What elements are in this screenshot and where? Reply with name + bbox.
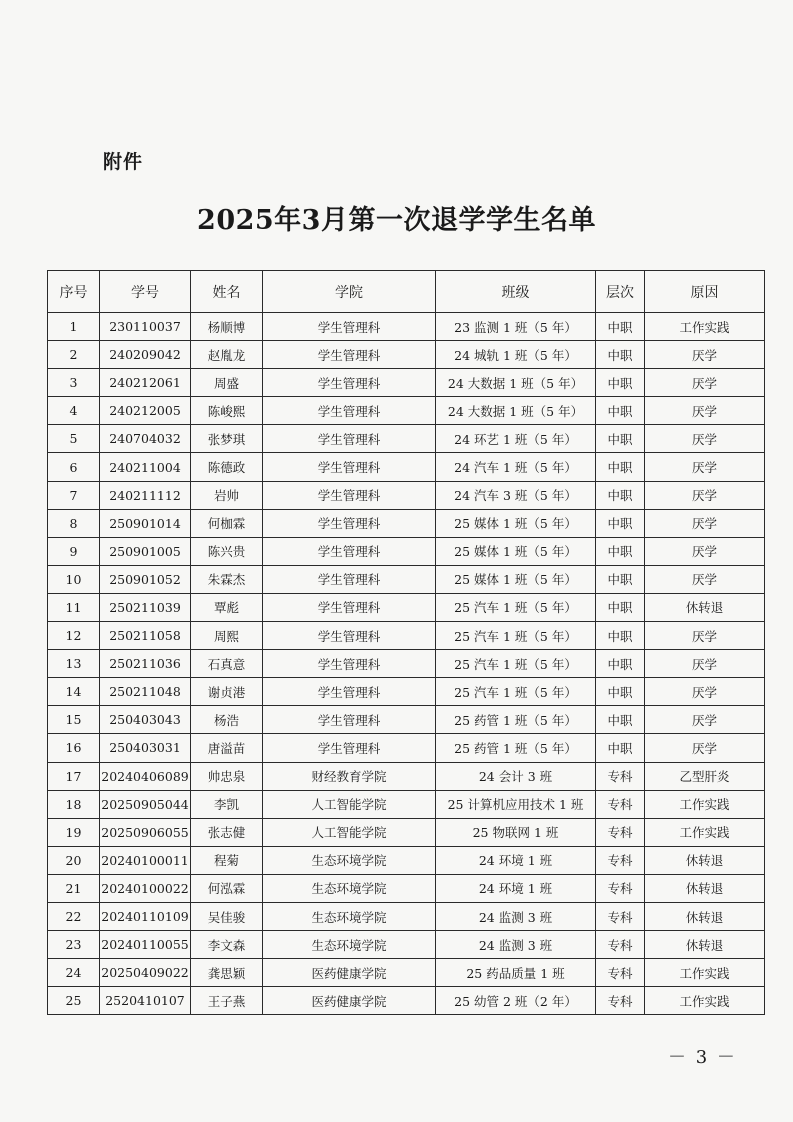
table-cell: 24 环境 1 班 xyxy=(436,846,596,874)
table-cell: 6 xyxy=(48,453,100,481)
column-header: 学院 xyxy=(263,271,436,313)
table-cell: 学生管理科 xyxy=(263,706,436,734)
table-cell: 中职 xyxy=(596,369,645,397)
column-header: 姓名 xyxy=(191,271,263,313)
table-cell: 25 汽车 1 班（5 年） xyxy=(436,593,596,621)
table-cell: 250901005 xyxy=(100,537,191,565)
table-cell: 240704032 xyxy=(100,425,191,453)
table-row xyxy=(48,313,765,341)
table-cell: 陈兴贵 xyxy=(191,537,263,565)
table-cell: 学生管理科 xyxy=(263,593,436,621)
table-cell: 24 环境 1 班 xyxy=(436,874,596,902)
column-header: 原因 xyxy=(645,271,765,313)
table-cell: 专科 xyxy=(596,959,645,987)
table-cell: 工作实践 xyxy=(645,818,765,846)
table-cell: 医药健康学院 xyxy=(263,959,436,987)
table-cell: 5 xyxy=(48,425,100,453)
table-cell: 24 大数据 1 班（5 年） xyxy=(436,369,596,397)
table-cell: 张志健 xyxy=(191,818,263,846)
table-row xyxy=(48,537,765,565)
table-body xyxy=(48,313,765,1015)
table-cell: 240211004 xyxy=(100,453,191,481)
table-cell: 18 xyxy=(48,790,100,818)
table-cell: 24 汽车 3 班（5 年） xyxy=(436,481,596,509)
page-title: 2025年3月第一次退学学生名单 xyxy=(197,205,596,236)
table-cell: 中职 xyxy=(596,453,645,481)
table-cell: 学生管理科 xyxy=(263,734,436,762)
table-cell: 学生管理科 xyxy=(263,650,436,678)
table-cell: 休转退 xyxy=(645,902,765,930)
table-cell: 250901052 xyxy=(100,565,191,593)
table-cell: 24 xyxy=(48,959,100,987)
table-cell: 2 xyxy=(48,341,100,369)
table-cell: 20240110055 xyxy=(100,931,191,959)
table-cell: 25 幼管 2 班（2 年） xyxy=(436,987,596,1015)
table-cell: 20240406089 xyxy=(100,762,191,790)
table-cell: 250901014 xyxy=(100,509,191,537)
table-cell: 谢贞港 xyxy=(191,678,263,706)
table-row xyxy=(48,425,765,453)
table-cell: 25 汽车 1 班（5 年） xyxy=(436,622,596,650)
table-cell: 24 汽车 1 班（5 年） xyxy=(436,453,596,481)
table-cell: 20250906055 xyxy=(100,818,191,846)
table-cell: 专科 xyxy=(596,987,645,1015)
table-row xyxy=(48,931,765,959)
table-cell: 学生管理科 xyxy=(263,397,436,425)
table-cell: 中职 xyxy=(596,622,645,650)
table-cell: 中职 xyxy=(596,734,645,762)
table-cell: 中职 xyxy=(596,509,645,537)
table-row xyxy=(48,846,765,874)
table-cell: 厌学 xyxy=(645,341,765,369)
table-cell: 学生管理科 xyxy=(263,369,436,397)
table-cell: 23 xyxy=(48,931,100,959)
table-cell: 3 xyxy=(48,369,100,397)
table-cell: 工作实践 xyxy=(645,313,765,341)
table-cell: 陈德政 xyxy=(191,453,263,481)
table-cell: 专科 xyxy=(596,902,645,930)
column-header: 序号 xyxy=(48,271,100,313)
table-cell: 25 药管 1 班（5 年） xyxy=(436,734,596,762)
table-header-row xyxy=(48,271,765,313)
table-cell: 17 xyxy=(48,762,100,790)
table-cell: 人工智能学院 xyxy=(263,818,436,846)
table-cell: 250211036 xyxy=(100,650,191,678)
table-cell: 周盛 xyxy=(191,369,263,397)
table-cell: 中职 xyxy=(596,313,645,341)
table-cell: 石真意 xyxy=(191,650,263,678)
table-cell: 20 xyxy=(48,846,100,874)
table-cell: 厌学 xyxy=(645,706,765,734)
table-row xyxy=(48,481,765,509)
table-row xyxy=(48,734,765,762)
page-number: － 3 － xyxy=(668,1047,737,1068)
table-cell: 14 xyxy=(48,678,100,706)
table-row xyxy=(48,453,765,481)
table-cell: 学生管理科 xyxy=(263,425,436,453)
table-cell: 乙型肝炎 xyxy=(645,762,765,790)
table-cell: 岩帅 xyxy=(191,481,263,509)
table-cell: 250403043 xyxy=(100,706,191,734)
table-cell: 周熙 xyxy=(191,622,263,650)
table-cell: 学生管理科 xyxy=(263,453,436,481)
table-cell: 24 环艺 1 班（5 年） xyxy=(436,425,596,453)
table-cell: 厌学 xyxy=(645,734,765,762)
table-row xyxy=(48,341,765,369)
column-header: 层次 xyxy=(596,271,645,313)
table-cell: 2520410107 xyxy=(100,987,191,1015)
table-cell: 厌学 xyxy=(645,425,765,453)
table-cell: 12 xyxy=(48,622,100,650)
table-cell: 王子燕 xyxy=(191,987,263,1015)
table-cell: 中职 xyxy=(596,537,645,565)
table-cell: 专科 xyxy=(596,790,645,818)
table-row xyxy=(48,818,765,846)
table-cell: 何枷霖 xyxy=(191,509,263,537)
table-row xyxy=(48,790,765,818)
table-cell: 240212061 xyxy=(100,369,191,397)
table-cell: 4 xyxy=(48,397,100,425)
table-cell: 程菊 xyxy=(191,846,263,874)
table-cell: 龚思颖 xyxy=(191,959,263,987)
table-cell: 生态环境学院 xyxy=(263,874,436,902)
attachment-label: 附件 xyxy=(103,151,144,173)
table-row xyxy=(48,509,765,537)
table-cell: 9 xyxy=(48,537,100,565)
table-cell: 学生管理科 xyxy=(263,313,436,341)
table-cell: 25 计算机应用技术 1 班 xyxy=(436,790,596,818)
table-cell: 24 监测 3 班 xyxy=(436,902,596,930)
table-cell: 帅忠泉 xyxy=(191,762,263,790)
table-cell: 中职 xyxy=(596,678,645,706)
table-cell: 厌学 xyxy=(645,397,765,425)
table-row xyxy=(48,397,765,425)
column-header: 班级 xyxy=(436,271,596,313)
table-cell: 专科 xyxy=(596,874,645,902)
table-cell: 1 xyxy=(48,313,100,341)
table-cell: 15 xyxy=(48,706,100,734)
table-row xyxy=(48,650,765,678)
table-row xyxy=(48,874,765,902)
table-cell: 厌学 xyxy=(645,650,765,678)
table-cell: 李文森 xyxy=(191,931,263,959)
table-cell: 250403031 xyxy=(100,734,191,762)
table-cell: 16 xyxy=(48,734,100,762)
table-cell: 20250905044 xyxy=(100,790,191,818)
table-cell: 财经教育学院 xyxy=(263,762,436,790)
table-cell: 21 xyxy=(48,874,100,902)
table-row xyxy=(48,959,765,987)
table-cell: 学生管理科 xyxy=(263,565,436,593)
table-cell: 25 媒体 1 班（5 年） xyxy=(436,537,596,565)
table-cell: 25 汽车 1 班（5 年） xyxy=(436,678,596,706)
column-header: 学号 xyxy=(100,271,191,313)
table-cell: 25 药管 1 班（5 年） xyxy=(436,706,596,734)
table-cell: 陈峻熙 xyxy=(191,397,263,425)
table-cell: 赵胤龙 xyxy=(191,341,263,369)
table-cell: 中职 xyxy=(596,481,645,509)
table-cell: 13 xyxy=(48,650,100,678)
table-cell: 厌学 xyxy=(645,622,765,650)
table-cell: 工作实践 xyxy=(645,987,765,1015)
table-cell: 厌学 xyxy=(645,537,765,565)
table-cell: 7 xyxy=(48,481,100,509)
table-cell: 工作实践 xyxy=(645,959,765,987)
table-cell: 人工智能学院 xyxy=(263,790,436,818)
table-cell: 专科 xyxy=(596,818,645,846)
table-cell: 休转退 xyxy=(645,593,765,621)
table-cell: 中职 xyxy=(596,565,645,593)
table-cell: 24 城轨 1 班（5 年） xyxy=(436,341,596,369)
table-row xyxy=(48,565,765,593)
table-cell: 学生管理科 xyxy=(263,678,436,706)
table-cell: 25 药品质量 1 班 xyxy=(436,959,596,987)
table-cell: 10 xyxy=(48,565,100,593)
table-cell: 240209042 xyxy=(100,341,191,369)
table-cell: 生态环境学院 xyxy=(263,902,436,930)
table-cell: 中职 xyxy=(596,650,645,678)
table-cell: 休转退 xyxy=(645,931,765,959)
table-cell: 朱霖杰 xyxy=(191,565,263,593)
table-cell: 25 媒体 1 班（5 年） xyxy=(436,565,596,593)
table-cell: 工作实践 xyxy=(645,790,765,818)
table-cell: 250211048 xyxy=(100,678,191,706)
table-cell: 中职 xyxy=(596,706,645,734)
table-cell: 生态环境学院 xyxy=(263,931,436,959)
table-cell: 学生管理科 xyxy=(263,341,436,369)
table-cell: 8 xyxy=(48,509,100,537)
table-cell: 专科 xyxy=(596,762,645,790)
table-cell: 学生管理科 xyxy=(263,537,436,565)
table-row xyxy=(48,622,765,650)
table-cell: 中职 xyxy=(596,425,645,453)
table-cell: 学生管理科 xyxy=(263,509,436,537)
table-cell: 中职 xyxy=(596,397,645,425)
table-cell: 250211039 xyxy=(100,593,191,621)
table-row xyxy=(48,678,765,706)
table-cell: 厌学 xyxy=(645,509,765,537)
table-cell: 厌学 xyxy=(645,565,765,593)
table-cell: 厌学 xyxy=(645,678,765,706)
table-cell: 11 xyxy=(48,593,100,621)
table-cell: 吴佳骏 xyxy=(191,902,263,930)
table-cell: 专科 xyxy=(596,931,645,959)
table-cell: 24 会计 3 班 xyxy=(436,762,596,790)
table-cell: 24 监测 3 班 xyxy=(436,931,596,959)
table-cell: 20240100022 xyxy=(100,874,191,902)
table-cell: 中职 xyxy=(596,341,645,369)
table-cell: 李凯 xyxy=(191,790,263,818)
table-cell: 230110037 xyxy=(100,313,191,341)
table-row xyxy=(48,593,765,621)
table-cell: 25 物联网 1 班 xyxy=(436,818,596,846)
table-cell: 唐溢苗 xyxy=(191,734,263,762)
table-cell: 覃彪 xyxy=(191,593,263,621)
table-cell: 中职 xyxy=(596,593,645,621)
table-cell: 学生管理科 xyxy=(263,622,436,650)
table-cell: 240212005 xyxy=(100,397,191,425)
table-cell: 20240110109 xyxy=(100,902,191,930)
table-cell: 杨浩 xyxy=(191,706,263,734)
table-row xyxy=(48,706,765,734)
table-cell: 20240100011 xyxy=(100,846,191,874)
table-cell: 医药健康学院 xyxy=(263,987,436,1015)
table-cell: 休转退 xyxy=(645,874,765,902)
table-row xyxy=(48,987,765,1015)
table-cell: 19 xyxy=(48,818,100,846)
table-row xyxy=(48,762,765,790)
table-cell: 休转退 xyxy=(645,846,765,874)
table-cell: 生态环境学院 xyxy=(263,846,436,874)
table-cell: 厌学 xyxy=(645,453,765,481)
table-cell: 学生管理科 xyxy=(263,481,436,509)
table-cell: 25 汽车 1 班（5 年） xyxy=(436,650,596,678)
table-cell: 20250409022 xyxy=(100,959,191,987)
table-cell: 240211112 xyxy=(100,481,191,509)
table-cell: 专科 xyxy=(596,846,645,874)
table-row xyxy=(48,902,765,930)
table-cell: 23 监测 1 班（5 年） xyxy=(436,313,596,341)
table-cell: 22 xyxy=(48,902,100,930)
table-cell: 250211058 xyxy=(100,622,191,650)
table-cell: 何泓霖 xyxy=(191,874,263,902)
table-cell: 张梦琪 xyxy=(191,425,263,453)
table-cell: 厌学 xyxy=(645,481,765,509)
table-cell: 厌学 xyxy=(645,369,765,397)
table-cell: 25 xyxy=(48,987,100,1015)
table-cell: 杨顺博 xyxy=(191,313,263,341)
table-cell: 24 大数据 1 班（5 年） xyxy=(436,397,596,425)
table-row xyxy=(48,369,765,397)
table-cell: 25 媒体 1 班（5 年） xyxy=(436,509,596,537)
withdrawal-table xyxy=(47,270,765,1015)
